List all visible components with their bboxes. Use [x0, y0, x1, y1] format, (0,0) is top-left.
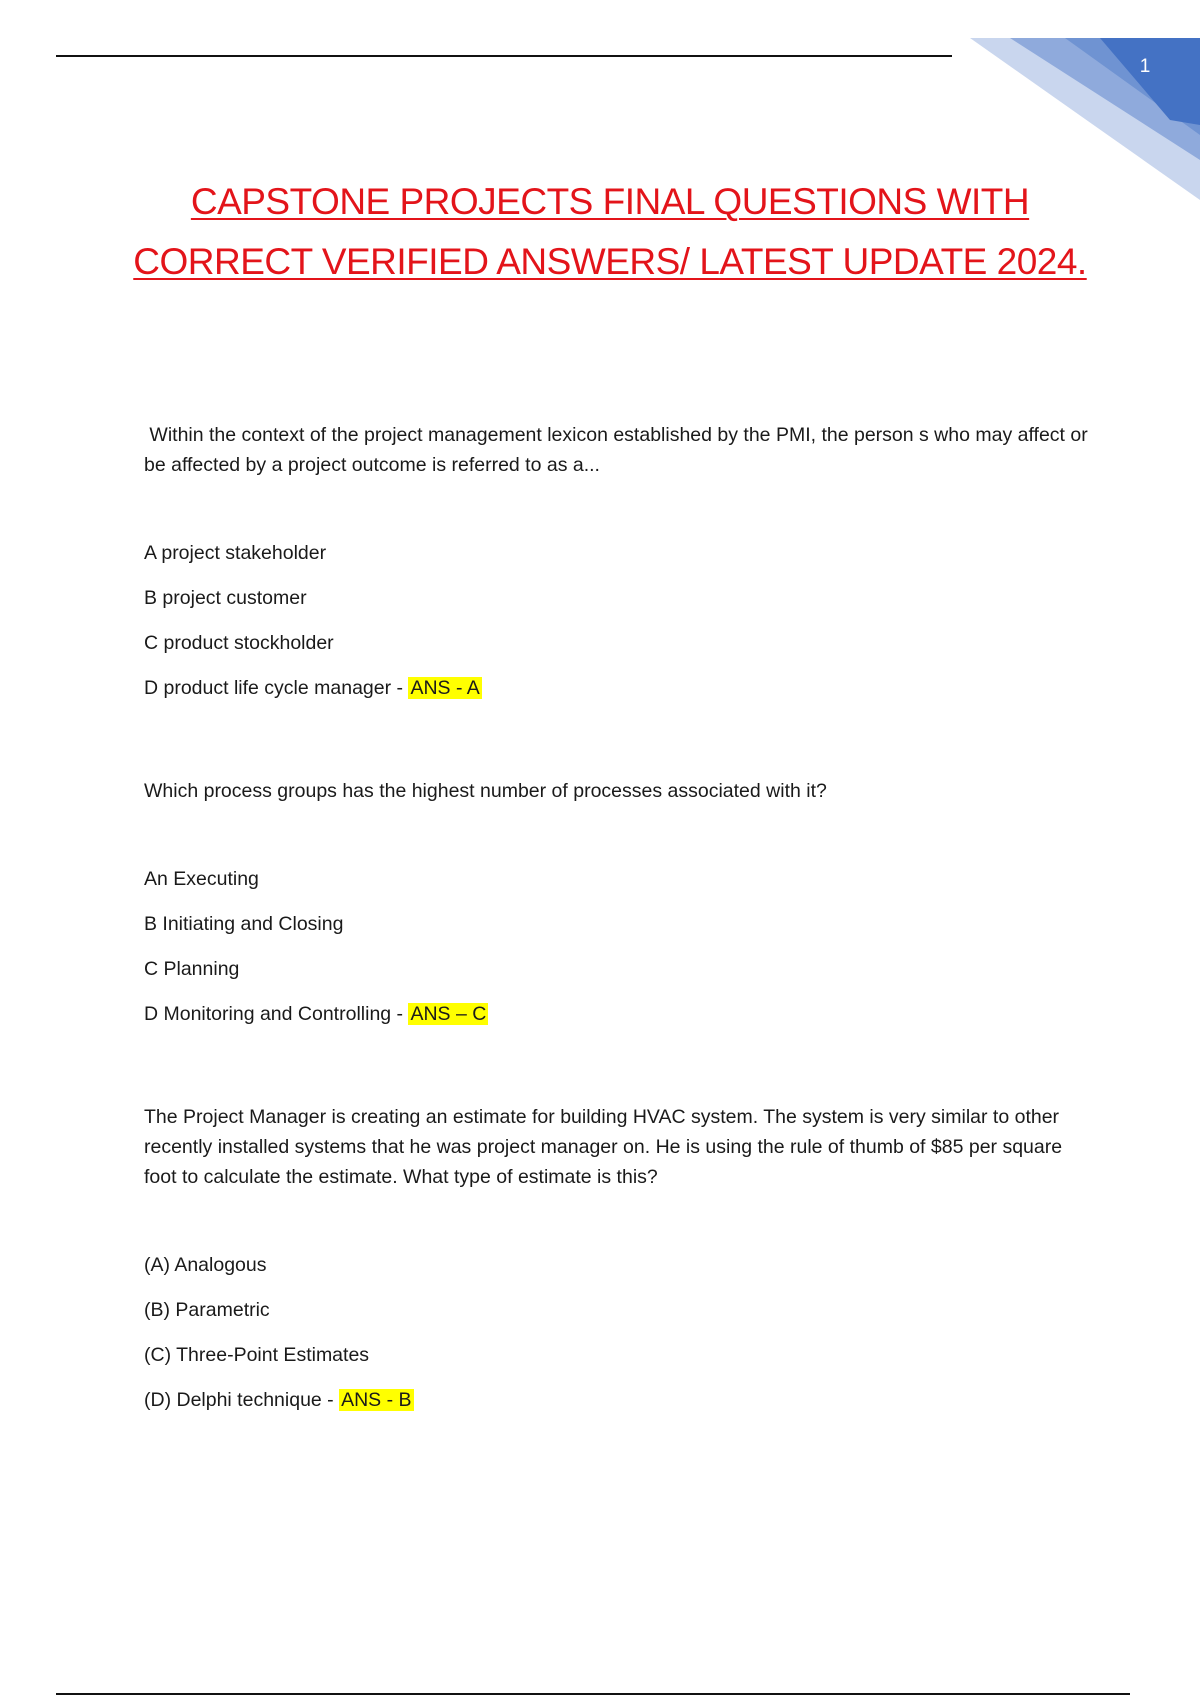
document-title — [80, 172, 1140, 292]
answer-option: B project customer — [144, 587, 307, 609]
option-text: (D) Delphi technique - — [144, 1389, 340, 1411]
answer-option: A project stakeholder — [144, 542, 327, 564]
question-text: The Project Manager is creating an estimate for building HVAC system. The system is very similar to other recently installed systems that he was project manager on. He is using the rule of thumb of $85 per square foot to calculate the estimate. What type of estimate is this? — [144, 1106, 1068, 1188]
answer-option: An Executing — [144, 868, 259, 890]
answer-option-last — [144, 673, 1094, 718]
answer-option: B Initiating and Closing — [144, 913, 344, 935]
title-line-1: CAPSTONE PROJECTS FINAL QUESTIONS WITH — [190, 181, 1030, 222]
question-text: Within the context of the project management lexicon established by the PMI, the person s who may affect or be affected by a project outcome is referred to as a... — [144, 424, 1094, 476]
option-text: D product life cycle manager - — [144, 677, 409, 699]
answer-highlight: ANS - B — [341, 1389, 412, 1411]
question-text: Which process groups has the highest number of processes associated with it? — [144, 780, 827, 802]
answer-option: (C) Three-Point Estimates — [144, 1344, 370, 1366]
answer-option: C Planning — [144, 958, 240, 980]
question-block — [144, 420, 1094, 718]
questions-container — [144, 420, 1094, 1488]
question-block — [144, 1102, 1094, 1430]
answer-highlight: ANS – C — [410, 1003, 487, 1025]
answer-option: (B) Parametric — [144, 1299, 270, 1321]
question-block — [144, 776, 1094, 1044]
footer-rule — [56, 1693, 1130, 1695]
page-number: 1 — [1139, 56, 1151, 77]
title-line-2: CORRECT VERIFIED ANSWERS/ LATEST UPDATE 2024. — [133, 241, 1087, 282]
answer-option-last — [144, 999, 1094, 1044]
option-text: D Monitoring and Controlling - — [144, 1003, 409, 1025]
answer-option-last — [144, 1385, 1094, 1430]
answer-highlight: ANS - A — [410, 677, 480, 699]
header-rule — [56, 55, 952, 57]
answer-option: C product stockholder — [144, 632, 334, 654]
corner-decoration — [970, 0, 1200, 200]
answer-option: (A) Analogous — [144, 1254, 267, 1276]
